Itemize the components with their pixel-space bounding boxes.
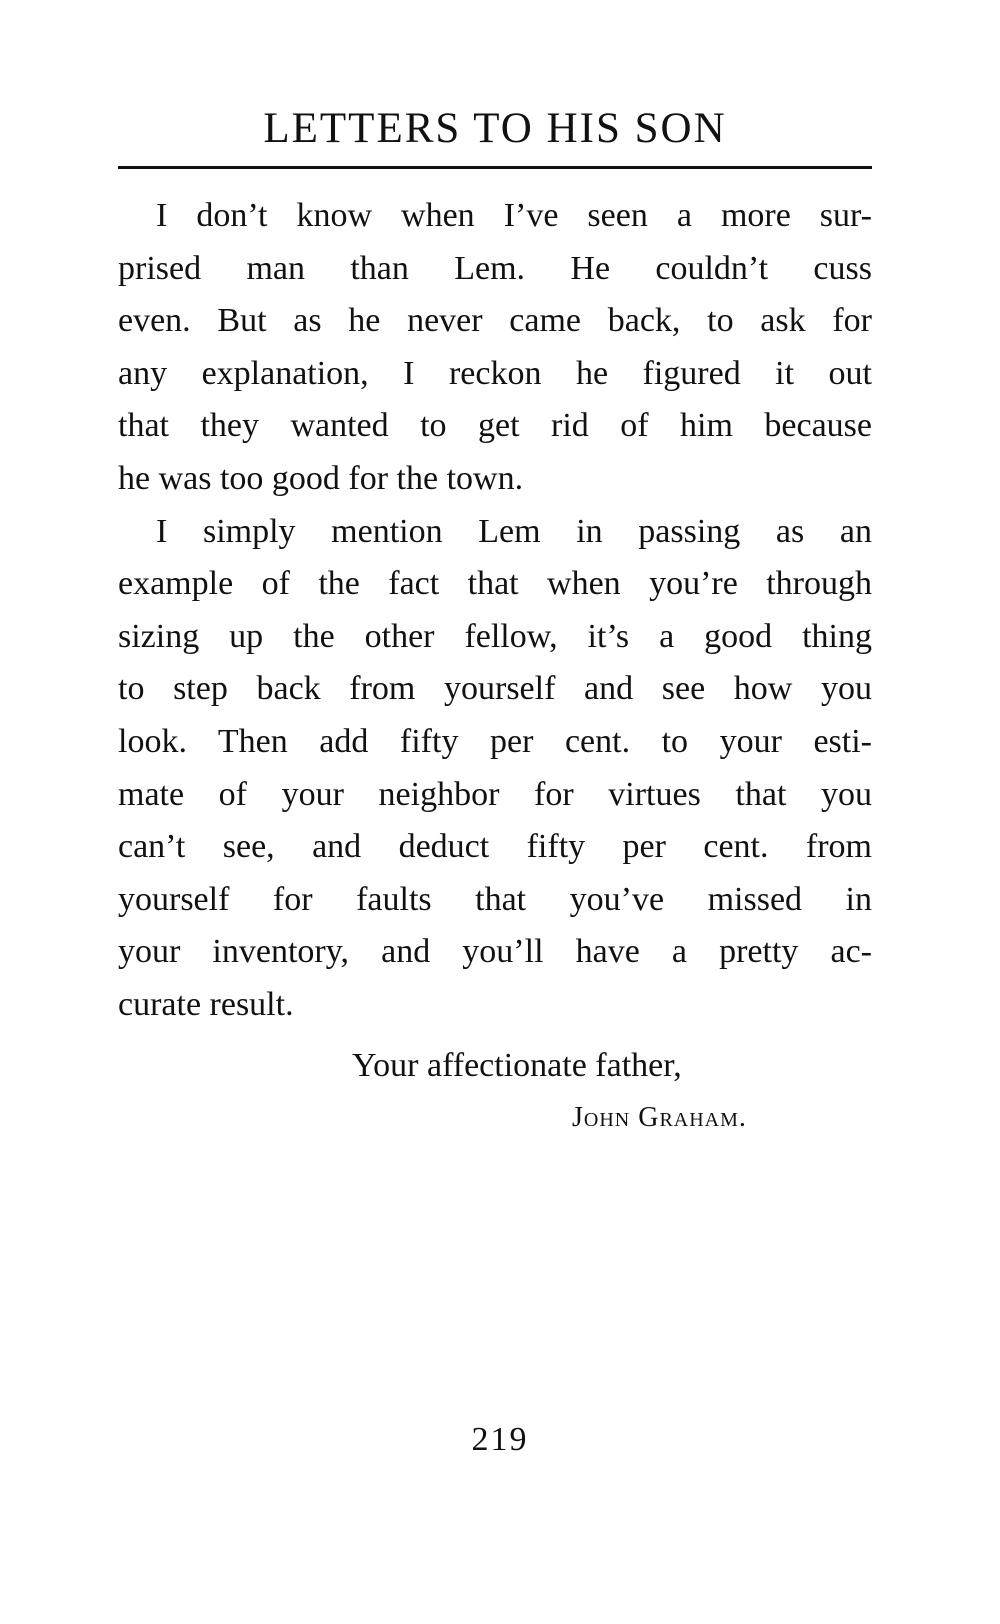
text-line: he was too good for the town. <box>118 459 524 497</box>
text-line: even. But as he never came back, to ask for <box>118 302 872 340</box>
text-line: to step back from yourself and see how you <box>118 670 872 708</box>
text-line: look. Then add fifty per cent. to your esti- <box>118 722 872 760</box>
text-line: any explanation, I reckon he figured it out <box>118 354 872 392</box>
text-line: I don’t know when I’ve seen a more sur- <box>156 197 872 234</box>
text-line: can’t see, and deduct fifty per cent. from <box>118 828 872 866</box>
header-rule <box>118 166 872 169</box>
text-line: mate of your neighbor for virtues that you <box>118 775 872 813</box>
text-line: example of the fact that when you’re through <box>118 565 872 603</box>
letter-signature: John Graham. <box>572 1102 747 1133</box>
text-line: prised man than Lem. He couldn’t cuss <box>118 249 872 287</box>
body-text <box>118 190 872 1032</box>
text-line: I simply mention Lem in passing as an <box>156 512 872 550</box>
text-line: that they wanted to get rid of him because <box>118 407 872 445</box>
page-number: 219 <box>471 1421 529 1458</box>
running-head: LETTERS TO HIS SON <box>263 105 727 152</box>
paragraph-2 <box>118 506 872 1032</box>
paragraph-1 <box>118 190 872 506</box>
text-line: curate result. <box>118 985 294 1023</box>
text-line: your inventory, and you’ll have a pretty ac- <box>118 933 872 971</box>
text-line: sizing up the other fellow, it’s a good thing <box>118 617 872 655</box>
letter-closing: Your affectionate father, <box>352 1047 682 1084</box>
text-line: yourself for faults that you’ve missed in <box>118 880 872 918</box>
